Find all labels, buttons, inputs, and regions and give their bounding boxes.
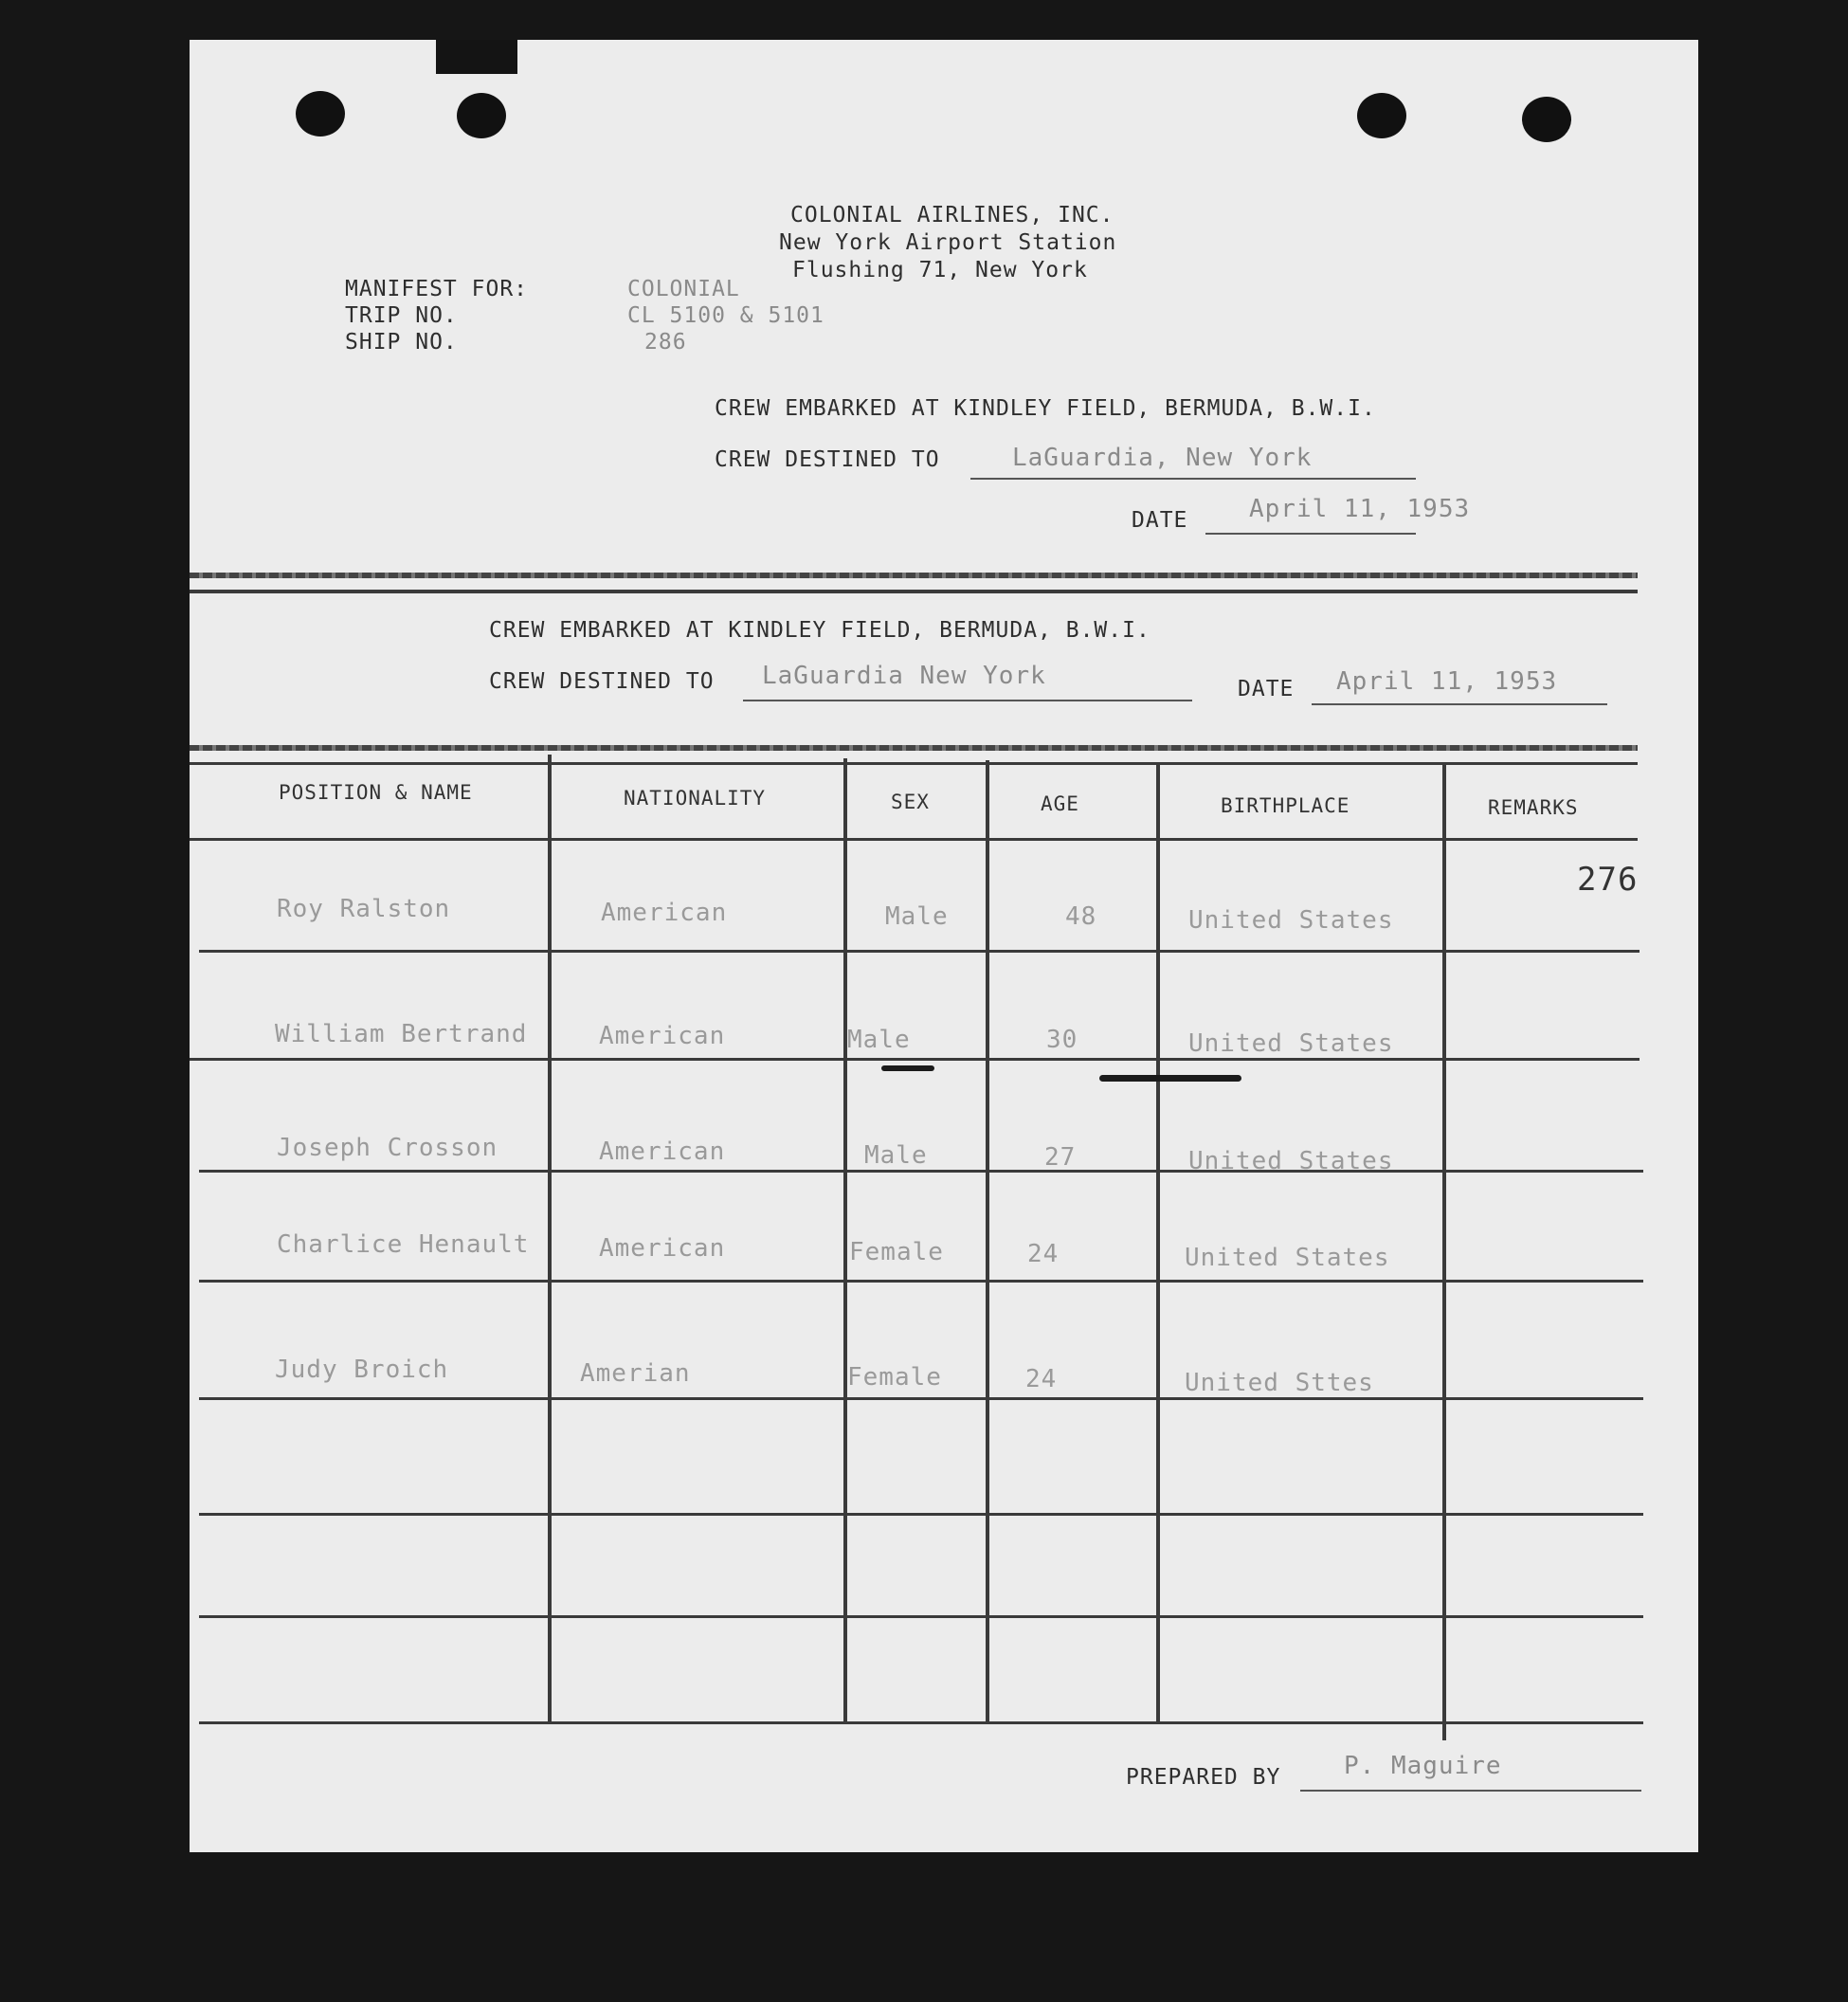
crew-name: Joseph Crosson (277, 1134, 498, 1162)
date-underline-top (1205, 533, 1416, 535)
ship-no-value: 286 (644, 330, 687, 355)
punch-hole (457, 93, 506, 138)
station-address: Flushing 71, New York (792, 258, 1088, 282)
punch-hole (1357, 93, 1406, 138)
date-underline (1312, 703, 1607, 705)
date-label: DATE (1238, 677, 1295, 701)
crew-age: 24 (1025, 1365, 1058, 1393)
destined-value-top: LaGuardia, New York (1012, 444, 1313, 472)
col-header-position-name: POSITION & NAME (279, 781, 473, 804)
ink-smudge (1099, 1075, 1241, 1082)
section-divider (190, 590, 1638, 593)
destined-underline (743, 700, 1192, 701)
crew-age: 48 (1065, 902, 1097, 931)
punch-hole (296, 91, 345, 136)
crew-age: 30 (1046, 1026, 1078, 1054)
company-name: COLONIAL AIRLINES, INC. (790, 203, 1114, 228)
crew-sex: Female (849, 1238, 944, 1266)
col-header-age: AGE (1041, 792, 1079, 815)
destined-label: CREW DESTINED TO (489, 669, 715, 694)
punch-hole (1522, 97, 1571, 142)
date-label-top: DATE (1132, 508, 1188, 533)
col-header-sex: SEX (891, 791, 930, 813)
ship-no-label: SHIP NO. (345, 330, 458, 355)
crew-nationality: Amerian (580, 1359, 691, 1388)
embarked-text-top: CREW EMBARKED AT KINDLEY FIELD, BERMUDA, B.W.I. (715, 396, 1376, 421)
crew-birthplace: United States (1188, 906, 1394, 935)
trip-no-value: CL 5100 & 5101 (627, 303, 824, 328)
col-header-birthplace: BIRTHPLACE (1221, 794, 1350, 817)
crew-sex: Female (847, 1363, 942, 1392)
manifest-for-value: COLONIAL (627, 277, 740, 301)
ink-smudge (881, 1065, 934, 1071)
section-divider (190, 573, 1638, 578)
crew-name: Charlice Henault (277, 1230, 530, 1259)
crew-age: 24 (1027, 1240, 1060, 1268)
crew-nationality: American (601, 899, 728, 927)
crew-nationality: American (599, 1234, 726, 1263)
crew-name: Roy Ralston (277, 895, 451, 923)
crew-nationality: American (599, 1022, 726, 1050)
crew-name: Judy Broich (275, 1356, 449, 1384)
crew-sex: Male (864, 1141, 928, 1170)
crew-sex: Male (885, 902, 949, 931)
crew-birthplace: United Sttes (1185, 1369, 1374, 1397)
crew-age: 27 (1044, 1143, 1077, 1172)
crew-sex: Male (847, 1026, 911, 1054)
station-name: New York Airport Station (779, 230, 1117, 255)
crew-nationality: American (599, 1138, 726, 1166)
trip-no-label: TRIP NO. (345, 303, 458, 328)
prepared-by-value: P. Maguire (1344, 1752, 1502, 1780)
crew-birthplace: United States (1188, 1147, 1394, 1175)
crew-birthplace: United States (1188, 1029, 1394, 1058)
destined-value: LaGuardia New York (762, 662, 1046, 690)
col-header-nationality: NATIONALITY (624, 787, 767, 810)
remarks-number: 276 (1577, 861, 1639, 899)
embarked-text: CREW EMBARKED AT KINDLEY FIELD, BERMUDA, B.W.I. (489, 618, 1150, 643)
manifest-for-label: MANIFEST FOR: (345, 277, 529, 301)
binder-tab (436, 40, 517, 74)
crew-birthplace: United States (1185, 1244, 1390, 1272)
prepared-by-underline (1300, 1790, 1641, 1792)
destined-label-top: CREW DESTINED TO (715, 447, 940, 472)
col-header-remarks: REMARKS (1488, 796, 1579, 819)
destined-underline-top (970, 478, 1416, 480)
crew-name: William Bertrand (275, 1020, 528, 1048)
prepared-by-label: PREPARED BY (1126, 1765, 1281, 1790)
date-value-top: April 11, 1953 (1249, 495, 1471, 523)
date-value: April 11, 1953 (1336, 667, 1558, 696)
